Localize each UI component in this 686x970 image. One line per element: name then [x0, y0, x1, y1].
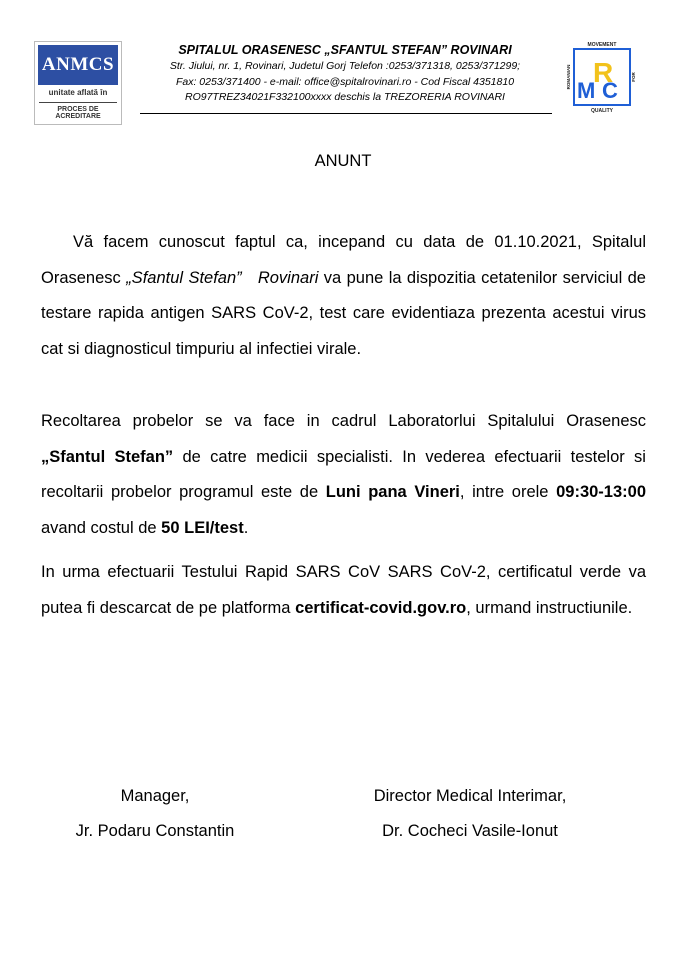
paragraph-2 — [41, 404, 646, 546]
manager-role: Manager, — [120, 787, 190, 805]
letterhead-text — [140, 43, 550, 106]
schedule-days: Luni pana Vineri — [325, 483, 460, 501]
letterhead-rule — [140, 113, 552, 114]
paragraph-1-hospital-saint: „Sfantul Stefan” — [126, 268, 242, 287]
paragraph-2-hospital-saint: „Sfantul Stefan” — [41, 447, 174, 466]
svg-text:R: R — [593, 57, 614, 88]
paragraph-1-text-b: va pune la dispozitia cetatenilor serviciul de testare rapida antigen SARS CoV-2, test care evidentiaza prezenta acestui virus cat si diagnosticul timpuriu al infectiei virale. — [41, 268, 646, 358]
test-price: 50 LEI/test — [161, 518, 244, 537]
address-line: Str. Jiului, nr. 1, Rovinari, Judetul Gorj Telefon :0253/371318, 0253/371299; — [169, 60, 521, 72]
svg-text:FOR: FOR — [631, 72, 636, 82]
anmcs-logo-text: ANMCS — [38, 45, 118, 85]
paragraph-3-text-b: , urmand instructiunile. — [466, 598, 633, 617]
paragraph-2-text-d: avand costul de — [41, 518, 162, 537]
anmcs-logo — [34, 41, 122, 125]
certificate-platform-link: certificat-covid.gov.ro — [295, 598, 467, 617]
svg-text:MOVEMENT: MOVEMENT — [587, 42, 617, 48]
medical-director-role: Director Medical Interimar, — [373, 787, 567, 805]
document-title: ANUNT — [314, 152, 372, 170]
paragraph-3 — [41, 555, 646, 626]
bank-line: RO97TREZ34021F332100xxxx deschis la TREZORERIA ROVINARI — [185, 91, 505, 103]
signature-manager — [60, 779, 250, 849]
paragraph-2-text-c: , intre orele — [459, 483, 557, 501]
paragraph-2-text-b: de catre medicii specialisti. In vederea efectuarii testelor si recoltarii probelor programul este de — [41, 447, 646, 501]
paragraph-1 — [41, 225, 646, 367]
manager-name: Jr. Podaru Constantin — [75, 822, 235, 840]
letterhead — [0, 0, 686, 130]
svg-text:ROMANIAN: ROMANIAN — [566, 64, 571, 90]
paragraph-2-text-a: Recoltarea probelor se va face in cadrul Laboratorlui Spitalului Orasenesc — [41, 412, 646, 430]
schedule-hours: 09:30-13:00 — [556, 483, 646, 501]
anmcs-logo-caption-2: PROCES DE ACREDITARE — [55, 106, 101, 120]
hospital-name: SPITALUL ORASENESC „SFANTUL STEFAN” ROVINARI — [178, 43, 512, 57]
paragraph-1-hospital-town: Rovinari — [257, 268, 319, 287]
medical-director-name: Dr. Cocheci Vasile-Ionut — [382, 822, 558, 840]
contact-line: Fax: 0253/371400 - e-mail: office@spitalrovinari.ro - Cod Fiscal 4351810 — [175, 75, 515, 88]
svg-text:M: M — [577, 78, 596, 103]
svg-text:C: C — [602, 78, 618, 103]
svg-text:QUALITY: QUALITY — [591, 108, 613, 114]
signature-medical-director — [345, 779, 595, 849]
rmc-quality-logo — [565, 40, 639, 114]
paragraph-3-text-a: In urma efectuarii Testului Rapid SARS CoV SARS CoV-2, certificatul verde va putea fi descarcat de pe platforma — [41, 563, 646, 617]
anmcs-logo-caption-1: unitate aflată în — [48, 88, 108, 97]
paragraph-1-text-a: Vă facem cunoscut faptul ca, incepand cu data de 01.10.2021, Spitalul Orasenesc — [41, 233, 646, 287]
paragraph-2-text-e: . — [243, 518, 249, 537]
anmcs-logo-divider — [39, 102, 117, 103]
